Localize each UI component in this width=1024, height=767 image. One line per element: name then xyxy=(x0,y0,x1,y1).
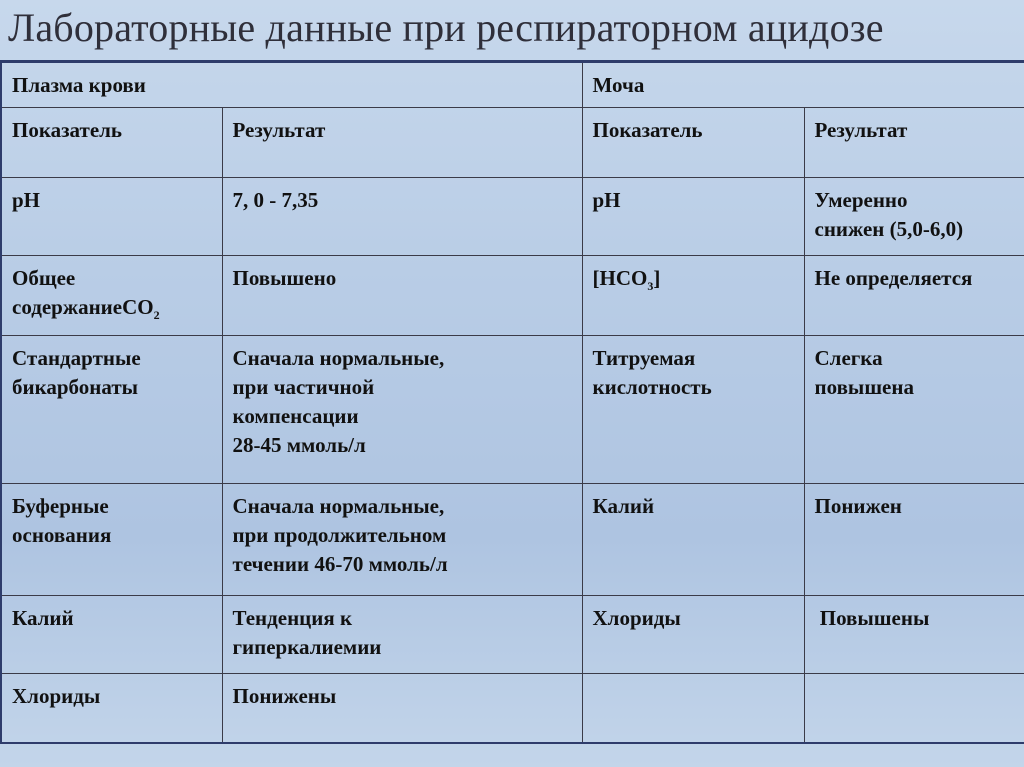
plasma-result-header: Результат xyxy=(222,107,582,177)
urine-indicator-cell xyxy=(582,177,804,255)
cell-line: снижен (5,0-6,0) xyxy=(814,216,964,241)
urine-result-header: Результат xyxy=(804,107,1024,177)
cell-line: Понижены xyxy=(232,683,337,708)
urine-indicator-cell xyxy=(582,335,804,483)
cell-line: бикарбонаты xyxy=(12,374,139,399)
cell-line: Понижен xyxy=(814,493,902,518)
cell-line: Повышены xyxy=(814,605,930,630)
cell-line: Хлориды xyxy=(592,605,681,630)
plasma-indicator-cell xyxy=(1,177,222,255)
cell-line: Калий xyxy=(12,605,74,630)
urine-result-cell xyxy=(804,595,1024,673)
table-row xyxy=(1,483,1024,595)
urine-group-header: Моча xyxy=(582,63,1024,107)
plasma-result-cell xyxy=(222,335,582,483)
cell-text: содержаниеCO xyxy=(12,294,154,319)
cell-line: Хлориды xyxy=(12,683,101,708)
cell-line: при частичной xyxy=(232,374,375,399)
cell-line: Буферные xyxy=(12,493,109,518)
cell-line: Сначала нормальные, xyxy=(232,345,445,370)
plasma-result-cell xyxy=(222,483,582,595)
table-row xyxy=(1,673,1024,743)
column-header-row xyxy=(1,107,1024,177)
table-row xyxy=(1,595,1024,673)
plasma-indicator-cell xyxy=(1,595,222,673)
cell-line: Стандартные xyxy=(12,345,141,370)
cell-line: Сначала нормальные, xyxy=(232,493,445,518)
urine-result-cell xyxy=(804,483,1024,595)
subscript: 3 xyxy=(647,278,654,293)
table-row xyxy=(1,255,1024,335)
cell-line: компенсации xyxy=(232,403,359,428)
cell-line: кислотность xyxy=(592,374,712,399)
urine-indicator-header: Показатель xyxy=(582,107,804,177)
cell-line: Умеренно xyxy=(814,187,908,212)
plasma-result-cell xyxy=(222,177,582,255)
plasma-indicator-cell xyxy=(1,255,222,335)
table-row xyxy=(1,177,1024,255)
group-header-row xyxy=(1,63,1024,107)
urine-result-cell xyxy=(804,673,1024,743)
cell-line: Не определяется xyxy=(814,265,973,290)
cell-line: повышена xyxy=(814,374,914,399)
urine-indicator-cell xyxy=(582,595,804,673)
urine-indicator-cell xyxy=(582,673,804,743)
cell-line: основания xyxy=(12,522,112,547)
cell-line: Общее xyxy=(12,265,76,290)
cell-text: [HCO xyxy=(592,265,648,290)
cell-line: Повышено xyxy=(232,265,337,290)
cell-line: Слегка xyxy=(814,345,883,370)
plasma-indicator-header: Показатель xyxy=(1,107,222,177)
cell-line: течении 46-70 ммоль/л xyxy=(232,551,448,576)
table-row xyxy=(1,335,1024,483)
urine-result-cell xyxy=(804,255,1024,335)
cell-line: Тенденция к xyxy=(232,605,353,630)
cell-line xyxy=(593,264,804,301)
cell-line: при продолжительном xyxy=(232,522,447,547)
cell-line xyxy=(12,293,222,330)
slide-title: Лабораторные данные при респираторном ацидозе xyxy=(8,5,884,50)
urine-indicator-cell xyxy=(582,255,804,335)
cell-line: pH xyxy=(592,187,621,212)
plasma-result-cell xyxy=(222,673,582,743)
cell-text: ] xyxy=(653,265,661,290)
plasma-result-cell xyxy=(222,595,582,673)
subscript: 2 xyxy=(153,307,160,322)
cell-line: Калий xyxy=(592,493,655,518)
cell-line: Титруемая xyxy=(592,345,696,370)
plasma-indicator-cell xyxy=(1,483,222,595)
cell-line: 28-45 ммоль/л xyxy=(232,432,366,457)
urine-result-cell xyxy=(804,335,1024,483)
urine-indicator-cell xyxy=(582,483,804,595)
cell-line: pH xyxy=(12,187,41,212)
urine-result-cell xyxy=(804,177,1024,255)
plasma-group-header: Плазма крови xyxy=(1,63,582,107)
lab-data-table xyxy=(0,63,1024,744)
plasma-indicator-cell xyxy=(1,335,222,483)
cell-line: гиперкалиемии xyxy=(232,634,382,659)
plasma-result-cell xyxy=(222,255,582,335)
cell-line: 7, 0 - 7,35 xyxy=(232,187,319,212)
plasma-indicator-cell xyxy=(1,673,222,743)
